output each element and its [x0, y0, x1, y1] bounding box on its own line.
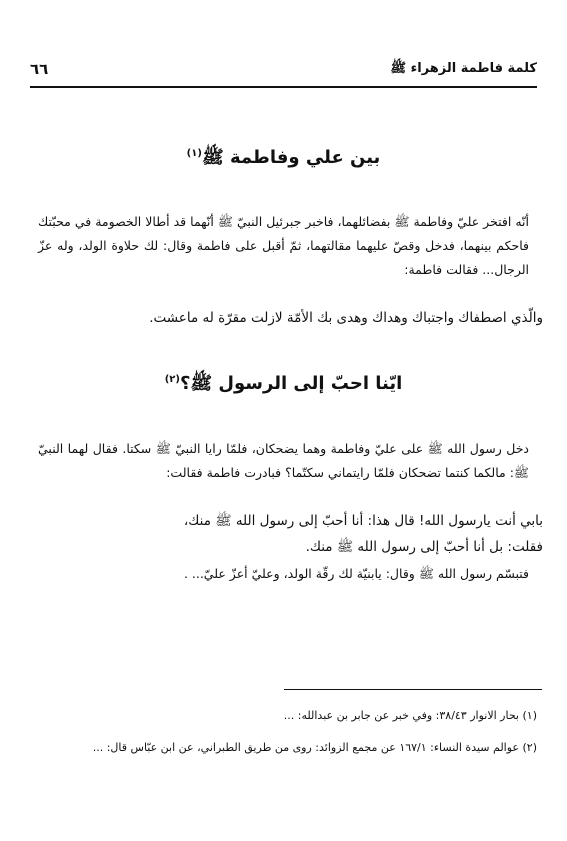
footnote-1: (١) بحار الانوار ٣٨/٤٣: وفي خبر عن جابر بن عبدالله: ...	[283, 709, 537, 722]
running-header	[30, 60, 537, 82]
section2-paragraph-4: فتبسّم رسول الله ﷺ وقال: يابنيّة لك رقّة الولد، وعليّ أعزّ عليّ... .	[183, 566, 529, 581]
section2-paragraph-2: بابي أنت يارسول الله! قال هذا: أنا أحبّ إلى رسول الله ﷺ منك،	[183, 513, 543, 529]
page-number: ٦٦	[30, 60, 49, 78]
section-title-2-text: ايّنا احبّ إلى الرسول ﷺ؟	[179, 373, 403, 394]
section-title-1-text: بين علي وفاطمة ﷺ	[201, 147, 381, 168]
section2-paragraph-3: فقلت: بل أنا أحبّ إلى رسول الله ﷺ منك.	[305, 539, 543, 555]
header-divider	[30, 86, 537, 88]
footnote-2: (٢) عوالم سيدة النساء: ١٦٧/١ عن مجمع الزوائد: روى من طريق الطبراني، عن ابن عبّاس قال: ...	[92, 741, 537, 754]
footnote-marker-2: (٢)	[164, 374, 180, 385]
footnote-divider	[284, 689, 542, 690]
section1-paragraph-2: والّذي اصطفاك واجتباك وهداك وهدى بك الأمّة لازلت مقرّة له ماعشت.	[149, 310, 543, 326]
section2-paragraph-1: دخل رسول الله ﷺ على عليّ وفاطمة وهما يضحكان، فلمّا رايا النبيّ ﷺ سكتا. فقال لهما النبيّ ﷺ: مالكما كنتما تضحكان فلمّا رايتماني سكتّما؟ فبادرت فاطمة فقالت:	[38, 441, 529, 480]
section-title-1	[30, 146, 537, 172]
footnote-marker-1: (١)	[186, 148, 202, 159]
section1-paragraph-1: أنّه افتخر عليّ وفاطمة ﷺ بفضائلهما، فاخبر جبرئيل النبيّ ﷺ أنّهما قد أطالا الخصومة في محبّتك فاحكم بينهما، فدخل وقصّ عليهما مقالتهما، ثمّ أقبل على فاطمة وقال: لك حلاوة الولد، وله عزّ الرجال... فقالت فاطمة:	[38, 214, 529, 277]
section-title-2	[30, 372, 537, 398]
running-title: كلمة فاطمة الزهراء ﷺ	[390, 61, 537, 76]
